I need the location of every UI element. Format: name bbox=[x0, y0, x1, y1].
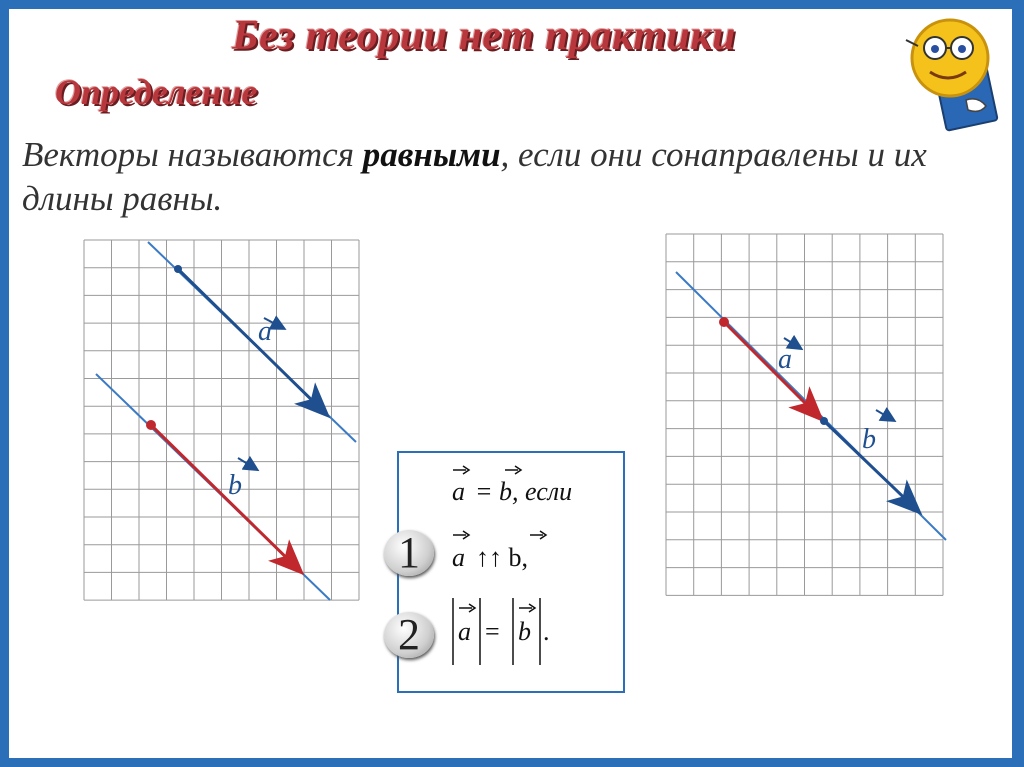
label-a-right: a bbox=[778, 344, 792, 375]
cond-end2: . bbox=[543, 617, 550, 646]
definition-before: Векторы называются bbox=[22, 135, 363, 174]
condition-number-1: 1 bbox=[384, 530, 434, 576]
cond-a1: a bbox=[452, 543, 465, 572]
definition-bold: равными bbox=[362, 135, 501, 174]
cond-a2: a bbox=[458, 617, 471, 646]
cond-b2: b bbox=[518, 617, 531, 646]
cond-eq2: = bbox=[485, 617, 500, 646]
definition-after: , если они сонаправлены и их длины равны. bbox=[22, 135, 927, 218]
label-b-right: b bbox=[862, 424, 876, 455]
label-b-left: b bbox=[228, 470, 242, 501]
cond-a0: a bbox=[452, 477, 465, 506]
slide-subtitle: Определение bbox=[55, 72, 258, 112]
cond-line1: ↑↑ b, bbox=[476, 543, 528, 572]
label-a-left: a bbox=[258, 316, 272, 347]
condition-number-2: 2 bbox=[384, 612, 434, 658]
slide-title: Без теории нет практики bbox=[232, 13, 736, 59]
cond-line0: = b, если bbox=[475, 477, 573, 506]
